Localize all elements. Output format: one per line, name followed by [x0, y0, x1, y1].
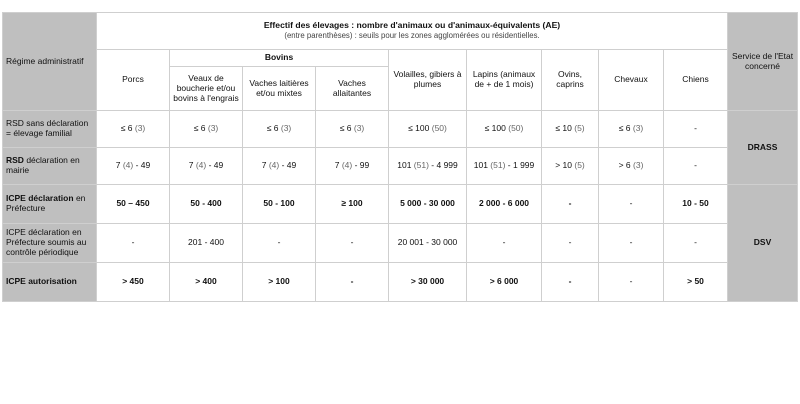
cell-value: 50 - 400 [190, 198, 222, 209]
row-label [3, 185, 97, 224]
cell-value: ≤ 6 [339, 123, 352, 134]
table-cell [316, 263, 389, 302]
table-cell [467, 185, 542, 224]
row-label-bold: ICPE autorisation [6, 276, 77, 287]
table-cell [664, 263, 728, 302]
table-cell [542, 224, 599, 263]
col-header-veaux: Veaux de boucherie et/ou bovins à l'engrais [170, 67, 243, 111]
table-cell [170, 111, 243, 148]
table-cell [243, 224, 316, 263]
table-cell [243, 111, 316, 148]
table-cell [170, 148, 243, 185]
col-header-ovins: Ovins, caprins [542, 50, 599, 111]
table-cell [599, 111, 664, 148]
cell-urban-threshold: (3) [134, 123, 146, 134]
table-cell [243, 185, 316, 224]
cell-urban-threshold: (50) [431, 123, 447, 134]
cell-value: > 10 [555, 160, 572, 171]
table-cell [389, 263, 467, 302]
table-row [3, 111, 798, 148]
row-label-bold: ICPE déclaration [6, 193, 74, 204]
cell-value: > 6 000 [489, 276, 519, 287]
table-cell [389, 148, 467, 185]
cell-value: 101 [397, 160, 412, 171]
row-label [3, 224, 97, 263]
service-drass: DRASS [728, 111, 798, 185]
cell-value: 10 - 50 [682, 198, 709, 209]
table-cell [599, 148, 664, 185]
table-cell [97, 185, 170, 224]
table-cell [97, 263, 170, 302]
header-row-title [3, 13, 798, 50]
col-header-volailles: Volailles, gibiers à plumes [389, 50, 467, 111]
cell-value: - [694, 237, 697, 248]
table-cell [664, 224, 728, 263]
cell-urban-threshold: (3) [280, 123, 292, 134]
service-header-label: Service de l'Etat concerné [731, 50, 794, 71]
cell-range-end: - 49 [135, 160, 151, 171]
table-cell [467, 263, 542, 302]
table-cell [389, 224, 467, 263]
col-header-chevaux: Chevaux [599, 50, 664, 111]
cell-range-end: - 49 [281, 160, 297, 171]
table-cell [316, 224, 389, 263]
table-cell [97, 111, 170, 148]
cell-value: - [131, 237, 135, 248]
cell-value: 2 000 - 6 000 [478, 198, 530, 209]
header-row-groups [3, 50, 798, 67]
table-cell [599, 263, 664, 302]
cell-value: - [350, 276, 354, 287]
table-cell [467, 148, 542, 185]
col-header-vaches-allaitantes: Vaches allaitantes [316, 67, 389, 111]
regime-header [3, 13, 97, 111]
col-header-vaches-laitieres: Vaches laitières et/ou mixtes [243, 67, 316, 111]
table-row [3, 148, 798, 185]
cell-urban-threshold: (5) [574, 123, 585, 134]
table-cell [542, 185, 599, 224]
cell-value: - [694, 160, 697, 171]
cell-value: - [568, 237, 572, 248]
cell-urban-threshold: (3) [632, 123, 644, 134]
cell-value: > 50 [687, 276, 704, 287]
table-cell [316, 185, 389, 224]
cell-range-end: - 4 999 [431, 160, 458, 171]
table-cell [243, 263, 316, 302]
cell-value: > 400 [195, 276, 217, 287]
cell-value: > 30 000 [410, 276, 445, 287]
table-title-main: Effectif des élevages : nombre d'animaux ou d'animaux-équivalents (AE) [263, 20, 561, 31]
cell-value: - [629, 198, 633, 209]
row-label-text: en Préfecture [6, 193, 86, 213]
cell-range-end: - 1 999 [507, 160, 535, 171]
cell-value: ≤ 6 [193, 123, 206, 134]
row-label-text: RSD sans déclaration = élevage familial [6, 118, 89, 138]
cell-value: - [568, 276, 572, 287]
table-cell [664, 111, 728, 148]
table-cell [467, 224, 542, 263]
cell-urban-threshold: (5) [574, 160, 585, 171]
table-cell [664, 148, 728, 185]
table-cell [316, 111, 389, 148]
table-row [3, 224, 798, 263]
cell-urban-threshold: (4) [122, 160, 134, 171]
cell-value: ≤ 100 [484, 123, 506, 134]
table-cell [599, 185, 664, 224]
table-cell [542, 263, 599, 302]
cell-value: ≤ 6 [266, 123, 279, 134]
row-label-text: déclaration en mairie [6, 155, 80, 175]
table-cell [542, 148, 599, 185]
cell-value: - [350, 237, 354, 248]
cell-value: > 6 [618, 160, 631, 171]
table-cell [170, 263, 243, 302]
service-dsv: DSV [728, 185, 798, 302]
row-label-bold: RSD [6, 155, 24, 166]
livestock-regulation-table [2, 12, 798, 302]
row-label [3, 148, 97, 185]
cell-urban-threshold: (51) [413, 160, 429, 171]
col-header-bovins: Bovins [170, 50, 389, 67]
table-cell [97, 148, 170, 185]
table-cell [467, 111, 542, 148]
cell-value: ≤ 6 [120, 123, 133, 134]
cell-range-end: - 49 [208, 160, 224, 171]
table-title-subtitle: (entre parenthèses) : seuils pour les zones agglomérées ou résidentielles. [284, 30, 540, 40]
cell-urban-threshold: (3) [353, 123, 365, 134]
cell-urban-threshold: (3) [207, 123, 219, 134]
cell-urban-threshold: (4) [195, 160, 207, 171]
table-cell [389, 111, 467, 148]
col-header-chiens: Chiens [664, 50, 728, 111]
service-header [728, 13, 798, 111]
table-cell [316, 148, 389, 185]
cell-value: - [629, 276, 633, 287]
cell-urban-threshold: (51) [490, 160, 506, 171]
table-cell [389, 185, 467, 224]
table-cell [97, 224, 170, 263]
cell-value: - [694, 123, 697, 134]
cell-urban-threshold: (3) [633, 160, 644, 171]
table-row [3, 185, 798, 224]
row-label-text: ICPE déclaration en Préfecture soumis au contrôle périodique [6, 227, 87, 257]
cell-value: 7 [115, 160, 121, 171]
cell-value: 5 000 - 30 000 [400, 198, 455, 209]
cell-value: 50 - 100 [263, 198, 295, 209]
cell-value: 7 [261, 160, 267, 171]
table-cell [599, 224, 664, 263]
cell-range-end: - 99 [354, 160, 370, 171]
table-row [3, 263, 798, 302]
cell-urban-threshold: (4) [268, 160, 280, 171]
cell-value: ≥ 100 [341, 198, 363, 209]
cell-value: 7 [188, 160, 194, 171]
col-header-lapins: Lapins (animaux de + de 1 mois) [467, 50, 542, 111]
row-label [3, 111, 97, 148]
table-cell [170, 224, 243, 263]
cell-value: - [568, 198, 572, 209]
table-cell [542, 111, 599, 148]
cell-value: ≤ 10 [555, 123, 572, 134]
cell-urban-threshold: (50) [508, 123, 524, 134]
cell-value: 101 [473, 160, 488, 171]
row-label [3, 263, 97, 302]
cell-value: 201 - 400 [188, 237, 224, 248]
cell-value: - [277, 237, 281, 248]
cell-value: 20 001 - 30 000 [397, 237, 458, 248]
cell-value: > 100 [268, 276, 290, 287]
cell-value: - [629, 237, 633, 248]
cell-value: > 450 [122, 276, 144, 287]
cell-value: - [502, 237, 506, 248]
regime-header-label: Régime administratif [6, 55, 84, 66]
cell-value: ≤ 100 [408, 123, 430, 134]
table-cell [170, 185, 243, 224]
table-cell [243, 148, 316, 185]
cell-value: 7 [334, 160, 340, 171]
table-cell [664, 185, 728, 224]
cell-value: 50 – 450 [116, 198, 150, 209]
col-header-porcs: Porcs [97, 50, 170, 111]
cell-value: ≤ 6 [618, 123, 631, 134]
table-title [97, 13, 728, 50]
cell-urban-threshold: (4) [341, 160, 353, 171]
